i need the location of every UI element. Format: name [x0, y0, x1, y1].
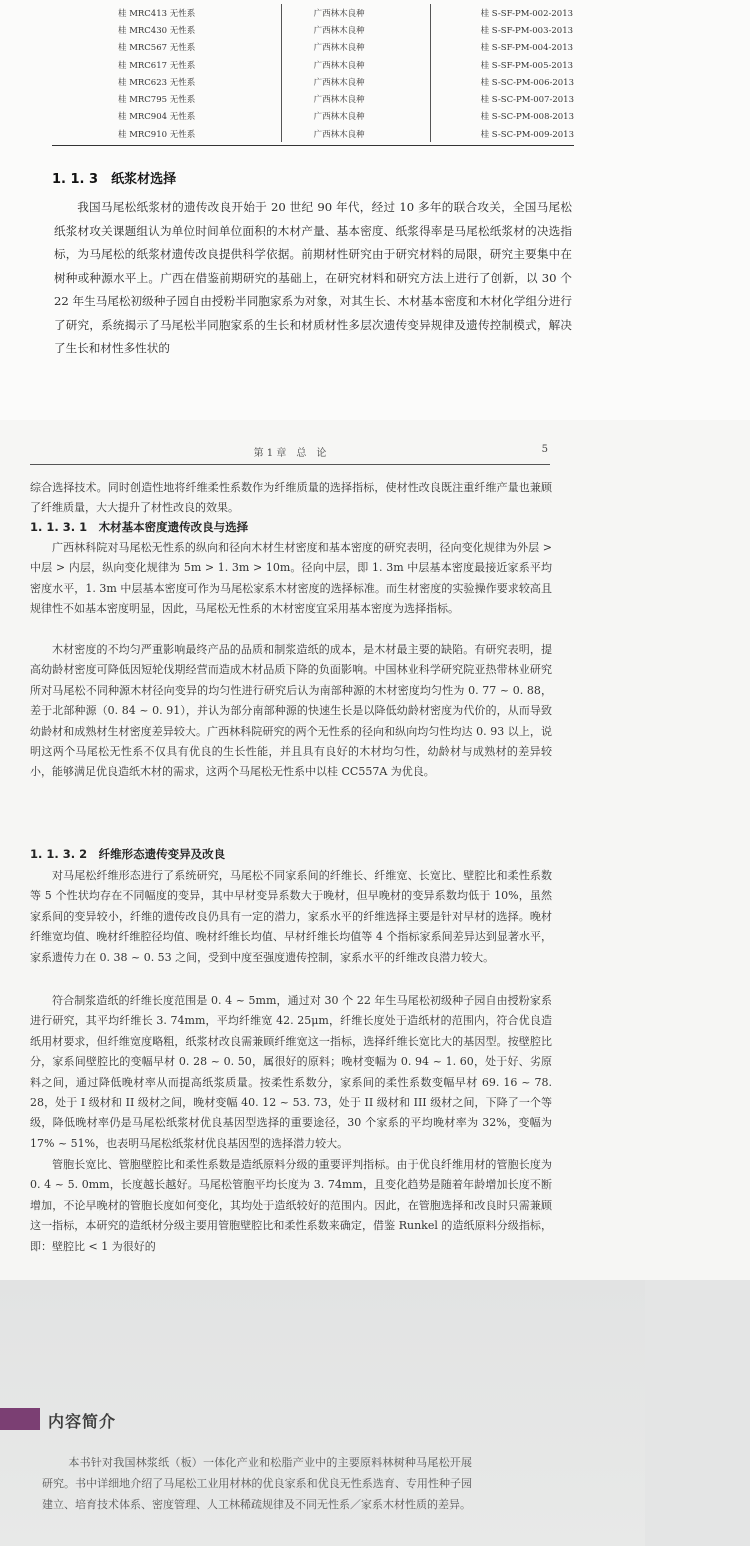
title-accent-bar	[0, 1408, 40, 1430]
table-row	[52, 21, 574, 38]
book-page-upper	[0, 0, 750, 420]
variety-table	[52, 4, 574, 142]
running-head-rule	[30, 464, 550, 465]
body-paragraph: 对马尾松纤维形态进行了系统研究，马尾松不同家系间的纤维长、纤维宽、长宽比、壁腔比和柔性系数等 5 个性状均存在不同幅度的变异，其中早材变异系数大于晚材，但早晚材的变异系数均低于 10%，虽然家系间的变异较小，纤维的遗传改良仍具有一定的潜力，家系水平的纤维选择主要是针对早材的选择。晚材纤维宽均值、晚材纤维腔径均值、晚材纤维长均值、早材纤维长均值等 4 个指标家系间差异达到显著水平，家系遗传力在 0. 38 ~ 0. 53 之间，受到中度至强度遗传控制，家系水平的纤维改良潜力较大。	[30, 869, 552, 964]
registration-code-cell: 桂 S-SC-PM-006-2013	[430, 73, 574, 90]
registration-code-cell: 桂 S-SF-PM-004-2013	[430, 39, 574, 56]
running-head	[30, 442, 550, 460]
registration-code-cell: 桂 S-SC-PM-009-2013	[430, 125, 574, 142]
book-page-5	[0, 420, 750, 1280]
table-row	[52, 90, 574, 107]
variety-table-body	[52, 4, 574, 142]
body-paragraph: 管胞长宽比、管胞壁腔比和柔性系数是造纸原料分级的重要评判指标。由于优良纤维用材的管胞长度为 0. 4 ~ 5. 0mm，长度越长越好。马尾松管胞平均长度为 3. 74mm，且变化趋势是随着年龄增加长度不断增加，不论早晚材的管胞长度如何变化，其均处于造纸较好的范围内。因此，在管胞选择和改良时只需兼顾这一指标，本研究的造纸材分级主要用管胞壁腔比和柔性系数来确定，借鉴 Runkel 的造纸原料分级指标，即：壁腔比 < 1 为很好的	[30, 1158, 552, 1253]
table-row	[52, 56, 574, 73]
subsection-heading: 1. 1. 3. 2 纤维形态遗传变异及改良	[30, 847, 226, 861]
table-row	[52, 108, 574, 125]
body-paragraph: 综合选择技术。同时创造性地将纤维柔性系数作为纤维质量的选择指标，使材性改良既注重纤维产量也兼顾了纤维质量，大大提升了材性改良的效果。	[30, 481, 552, 515]
category-cell: 广西林木良种	[281, 39, 430, 56]
body-paragraph: 木材密度的不均匀严重影响最终产品的品质和制浆造纸的成本，是木材最主要的缺陷。有研究表明，提高幼龄材密度可降低因短轮伐期经营而造成木材品质下降的负面影响。中国林业科学研究院亚热带林业研究所对马尾松不同种源木材径向变异的均匀性进行研究后认为南部种源的木材密度均匀性为 0. 77 ~ 0. 88，差于北部种源（0. 84 ~ 0. 91），并认为部分南部种源的快速生长是以降低幼龄材密度为代价的，从而导致幼龄材和成熟材生材密度差异较大。广西林科院研究的两个无性系的径向和纵向均匀性均达 0. 93 以上，说明这两个马尾松无性系不仅具有优良的生长性能，并且具有良好的木材均匀性，幼龄材与成熟材的差异较小，能够满足优良造纸木材的需求，这两个马尾松无性系中以桂 CC557A 为优良。	[30, 643, 552, 779]
category-cell: 广西林木良种	[281, 108, 430, 125]
chapter-label: 第 1 章 总 论	[253, 448, 327, 459]
cover-panel	[0, 1280, 645, 1546]
clone-name-cell: 桂 MRC617 无性系	[118, 60, 196, 71]
category-cell: 广西林木良种	[281, 4, 430, 21]
clone-name-cell: 桂 MRC413 无性系	[118, 8, 196, 19]
page-number: 5	[541, 444, 548, 455]
category-cell: 广西林木良种	[281, 90, 430, 107]
registration-code-cell: 桂 S-SC-PM-008-2013	[430, 108, 574, 125]
table-row	[52, 125, 574, 142]
cover-summary: 本书针对我国林浆纸（板）一体化产业和松脂产业中的主要原料林树种马尾松开展研究。书中详细地介绍了马尾松工业用材林的优良家系和优良无性系选育、专用性种子园建立、培育技术体系、密度管理、人工林稀疏规律及不同无性系／家系木材性质的差异。	[42, 1456, 472, 1511]
clone-name-cell: 桂 MRC623 无性系	[118, 77, 196, 88]
clone-name-cell: 桂 MRC430 无性系	[118, 25, 196, 36]
clone-name-cell: 桂 MRC567 无性系	[118, 43, 196, 54]
body-paragraph: 广西林科院对马尾松无性系的纵向和径向木材生材密度和基本密度的研究表明，径向变化规律为外层 > 中层 > 内层，纵向变化规律为 5m > 1. 3m > 10m。径向中层，即 1. 3m 中层基本密度最接近家系平均密度水平，1. 3m 中层基本密度可作为马尾松家系木材密度的选择标准。而生材密度的实验操作要求较高且规律性不如基本密度明显，因此，马尾松无性系的木材密度宜采用基本密度为选择指标。	[30, 541, 552, 616]
registration-code-cell: 桂 S-SF-PM-003-2013	[430, 21, 574, 38]
section-heading: 1. 1. 3 纸浆材选择	[52, 172, 177, 187]
category-cell: 广西林木良种	[281, 21, 430, 38]
category-cell: 广西林木良种	[281, 73, 430, 90]
body-paragraph: 符合制浆造纸的纤维长度范围是 0. 4 ~ 5mm，通过对 30 个 22 年生马尾松初级种子园自由授粉家系进行研究，其平均纤维长 3. 74mm，平均纤维宽 42. 25μm，纤维长度处于造纸材的范围内，符合优良造纸用材要求，但纤维宽度略粗，纸浆材改良需兼顾纤维宽这一指标，选择纤维长宽比大的基因型。按壁腔比分，家系间壁腔比的变幅早材 0. 28 ~ 0. 50，属很好的原料；晚材变幅为 0. 94 ~ 1. 60，处于好、劣原料之间，通过降低晚材率从而提高纸浆质量。按柔性系数分，家系间的柔性系数变幅早材 69. 16 ~ 78. 28，处于 I 级材和 II 级材之间，晚材变幅 40. 12 ~ 53. 73，处于 II 级材和 III 级材之间，下降了一个等级，降低晚材率仍是马尾松纸浆材优良基因型选择的重要途径，30 个家系的平均晚材率为 32%，变幅为 17% ~ 51%，也表明马尾松纸浆材优良基因型的选择潜力较大。	[30, 994, 552, 1150]
cover-title: 内容简介	[48, 1412, 117, 1431]
table-row	[52, 4, 574, 21]
clone-name-cell: 桂 MRC795 无性系	[118, 95, 196, 106]
category-cell: 广西林木良种	[281, 125, 430, 142]
body-paragraph: 我国马尾松纸浆材的遗传改良开始于 20 世纪 90 年代，经过 10 多年的联合攻关，全国马尾松纸浆材攻关课题组认为单位时间单位面积的木材产量、基本密度、纸浆得率是马尾松纸浆材的决选指标，为马尾松的纸浆材遗传改良提供科学依据。前期材性研究由于研究材料的局限，研究主要集中在树种或种源水平上。广西在借鉴前期研究的基础上，在研究材料和研究方法上进行了创新，以 30 个 22 年生马尾松初级种子园自由授粉半同胞家系为对象，对其生长、木材基本密度和木材化学组分进行了研究，系统揭示了马尾松半同胞家系的生长和材质材性多层次遗传变异规律及遗传控制模式，解决了生长和材性多性状的	[54, 200, 572, 355]
registration-code-cell: 桂 S-SC-PM-007-2013	[430, 90, 574, 107]
clone-name-cell: 桂 MRC904 无性系	[118, 112, 196, 123]
subsection-heading: 1. 1. 3. 1 木材基本密度遗传改良与选择	[30, 520, 249, 534]
registration-code-cell: 桂 S-SF-PM-002-2013	[430, 4, 574, 21]
back-cover	[0, 1280, 750, 1546]
clone-name-cell: 桂 MRC910 无性系	[118, 129, 196, 140]
table-row	[52, 73, 574, 90]
table-row	[52, 39, 574, 56]
registration-code-cell: 桂 S-SF-PM-005-2013	[430, 56, 574, 73]
table-bottom-rule	[52, 145, 574, 146]
category-cell: 广西林木良种	[281, 56, 430, 73]
